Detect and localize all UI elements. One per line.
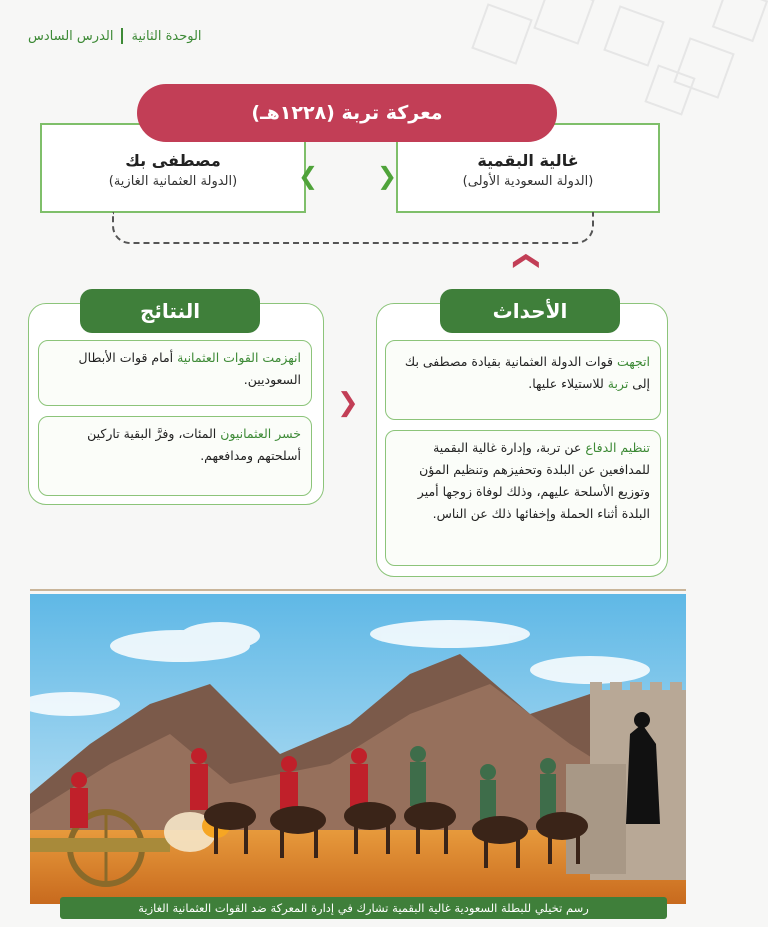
decorative-square: [533, 0, 595, 45]
lesson-label: الدرس السادس: [28, 28, 114, 44]
result-text: أمام قوات الأبطال السعوديين.: [78, 350, 301, 387]
result-card: [38, 340, 312, 406]
decorative-square: [712, 0, 768, 42]
event-card: [385, 340, 661, 420]
result-highlight: انهزمت القوات العثمانية: [177, 350, 301, 365]
event-card: [385, 430, 661, 566]
results-title: النتائج: [80, 289, 260, 333]
event-highlight: اتجهت: [616, 354, 650, 369]
saudi-affiliation: (الدولة السعودية الأولى): [462, 174, 594, 189]
result-card: [38, 416, 312, 496]
chevron-left-icon: ❮: [377, 162, 398, 190]
unit-label: الوحدة الثانية: [131, 28, 202, 44]
breadcrumb-separator: [121, 28, 123, 44]
event-highlight: تربة: [607, 375, 629, 391]
section-divider: [30, 589, 686, 591]
result-highlight: خسر العثمانيون: [220, 426, 301, 441]
event-text: عن تربة، وإدارة غالية البقمية للمدافعين عن البلدة وتحفيزهم وتنظيم المؤن وتوزيع الأسلحة عليهم، وذلك لوفاة زوجها أمير البلدة أثناء الحملة وإخفائها ذلك عن الناس.: [417, 440, 650, 521]
saudi-leader-name: غالية البقمية: [477, 151, 579, 170]
ottoman-affiliation: (الدولة العثمانية الغازية): [108, 174, 238, 189]
event-text: قوات الدولة العثمانية بقيادة مصطفى بك إلى: [404, 354, 650, 391]
chevron-down-icon: ❯: [511, 250, 542, 272]
illustration-caption: رسم تخيلي للبطلة السعودية غالية البقمية تشارك في إدارة المعركة ضد القوات العثمانية الغازية: [60, 897, 667, 919]
breadcrumb: [28, 28, 202, 44]
ottoman-commander-name: مصطفى بك: [125, 151, 221, 170]
result-text: المئات، وفرَّ البقية تاركين أسلحتهم ومدافعهم.: [87, 426, 301, 463]
decorative-square: [471, 3, 533, 65]
event-highlight: تنظيم الدفاع: [585, 440, 650, 455]
decorative-square: [603, 5, 665, 67]
battle-illustration: [30, 594, 686, 904]
chevron-left-icon: ❮: [337, 388, 359, 418]
page-title: معركة تربة (١٢٢٨هـ): [137, 84, 557, 142]
events-title: الأحداث: [440, 289, 620, 333]
dashed-connector: [112, 212, 594, 244]
event-text: للاستيلاء عليها.: [528, 375, 608, 391]
chevron-right-icon: ❯: [298, 162, 319, 190]
